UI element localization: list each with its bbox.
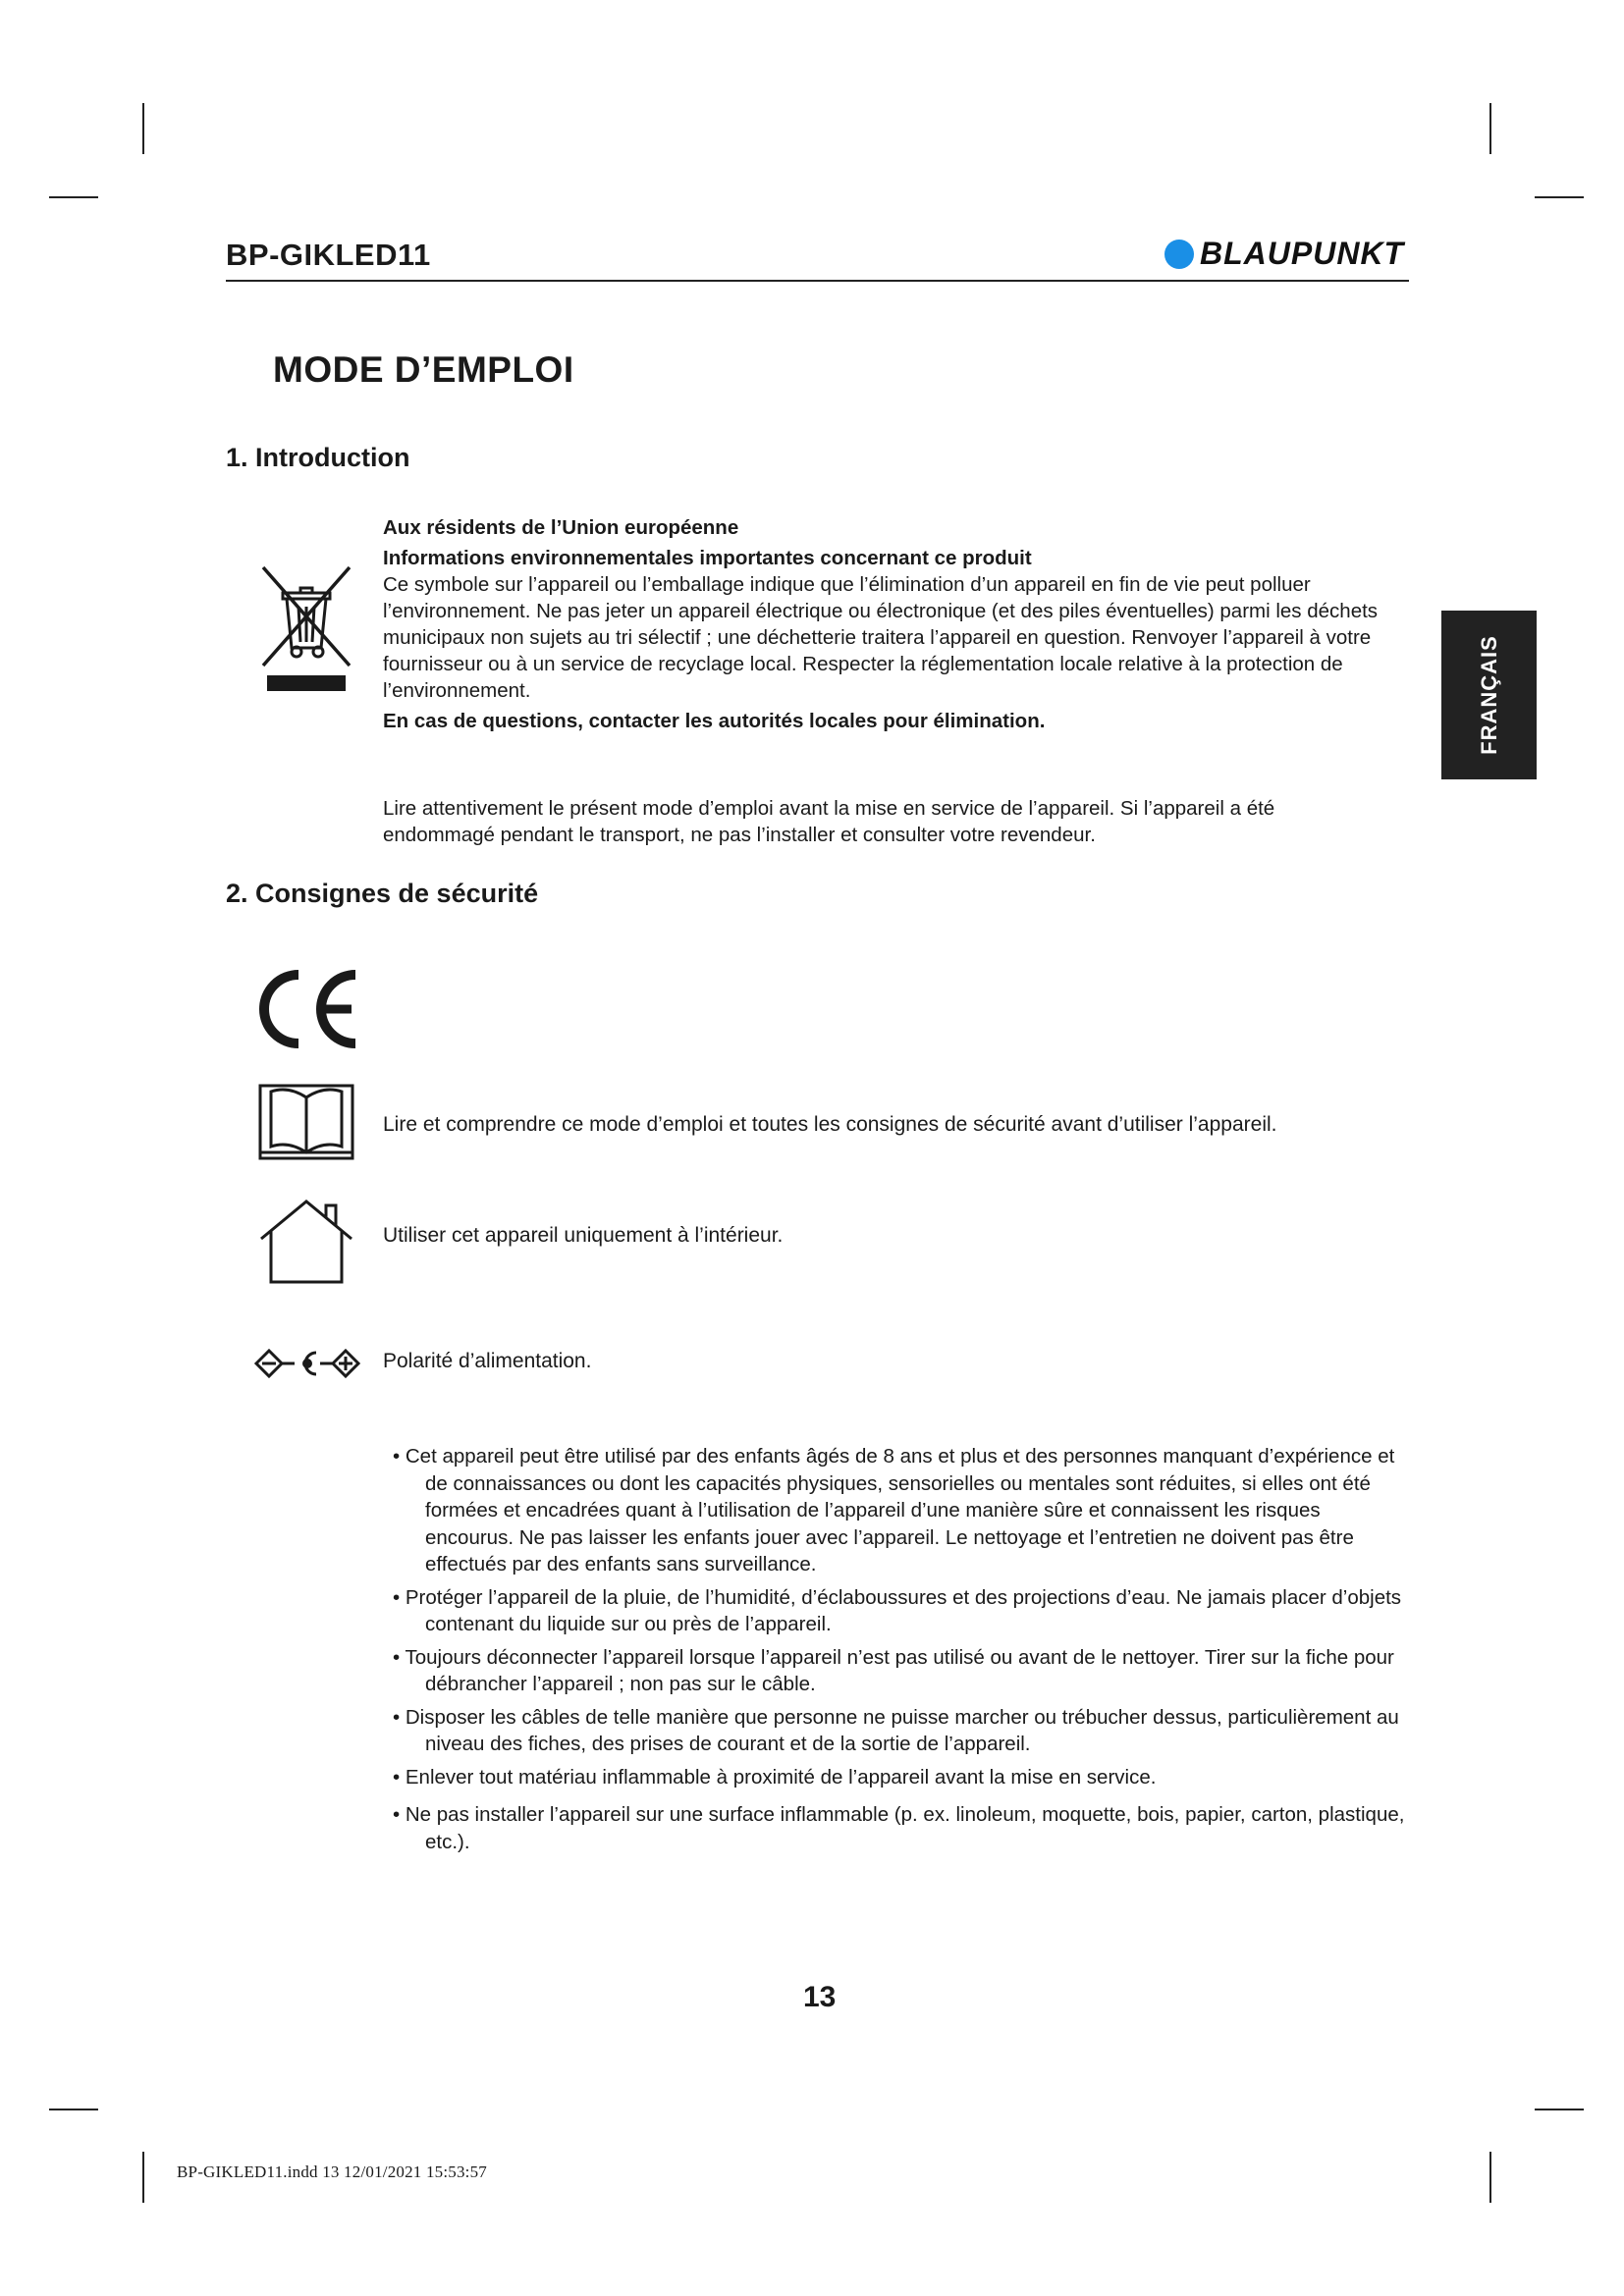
crop-mark (49, 2109, 98, 2110)
safety-bullet-list (393, 1443, 1414, 1861)
ce-mark-icon (253, 967, 361, 1051)
crop-mark (1535, 196, 1584, 198)
language-tab (1441, 611, 1537, 779)
eu-heading-residents: Aux résidents de l’Union européenne (383, 516, 739, 539)
indoor-use-text: Utiliser cet appareil uniquement à l’intérieur. (383, 1224, 784, 1247)
section-heading-safety: 2. Consignes de sécurité (226, 879, 539, 908)
indoor-house-icon (257, 1198, 355, 1286)
section-heading-introduction: 1. Introduction (226, 443, 410, 472)
language-tab-label: FRANÇAIS (1476, 635, 1501, 755)
crop-mark (1489, 103, 1491, 154)
intro-paragraph: Lire attentivement le présent mode d’emploi avant la mise en service de l’appareil. Si l’appareil a été endommagé pendant le transport, ne pas l’installer et consulter votre revendeur. (383, 797, 1275, 846)
eu-contact-text: En cas de questions, contacter les autorités locales pour élimination. (383, 710, 1046, 732)
polarity-text: Polarité d’alimentation. (383, 1350, 592, 1372)
weee-bin-icon (257, 558, 355, 695)
list-item: • Toujours déconnecter l’appareil lorsque l’appareil n’est pas utilisé ou avant de le nettoyer. Tirer sur la fiche pour débrancher l’appareil ; non pas sur le câble. (393, 1645, 1394, 1695)
list-item: • Cet appareil peut être utilisé par des enfants âgés de 8 ans et plus et des personnes manquant d’expérience et de connaissances ou dont les capacités physiques, sensorielles ou mentales sont réduites, si elles ont été formées et encadrées quant à l’utilisation de l’appareil d’une manière sûre et connaissent les risques encourus. Ne pas laisser les enfants jouer avec l’appareil. Le nettoyage et l’entretien ne doivent pas être effectués par des enfants sans surveillance. (393, 1445, 1395, 1575)
brand-logo (1164, 236, 1404, 272)
eu-disposal-block (383, 514, 1414, 734)
header-divider (226, 280, 1409, 282)
eu-heading-environment: Informations environnementales importantes concernant ce produit (383, 547, 1032, 569)
page-title: MODE D’EMPLOI (273, 349, 574, 390)
crop-mark (1535, 2109, 1584, 2110)
list-item: • Enlever tout matériau inflammable à proximité de l’appareil avant la mise en service. (393, 1765, 1157, 1789)
crop-mark (142, 103, 144, 154)
model-number: BP-GIKLED11 (226, 238, 431, 272)
brand-name: BLAUPUNKT (1200, 236, 1405, 271)
crop-mark (49, 196, 98, 198)
page-number: 13 (803, 1981, 837, 2013)
eu-body-text: Ce symbole sur l’appareil ou l’emballage indique que l’élimination d’un appareil en fin de vie peut polluer l’environnement. Ne pas jeter un appareil électrique ou électronique (et des piles éventuelles) parmi les déchets municipaux non sujets au tri sélectif ; une déchetterie traitera l’appareil en question. Renvoyer l’appareil à votre fournisseur ou à un service de recyclage local. Respecter la réglementation locale relative à la protection de l’environnement. (383, 573, 1379, 702)
crop-mark (142, 2152, 144, 2203)
list-item: • Protéger l’appareil de la pluie, de l’humidité, d’éclaboussures et des projections d’eau. Ne jamais placer d’objets contenant du liquide sur ou près de l’appareil. (393, 1585, 1402, 1635)
brand-dot-icon (1164, 240, 1194, 269)
crop-mark (1489, 2152, 1491, 2203)
list-item: • Disposer les câbles de telle manière que personne ne puisse marcher ou trébucher dessus, particulièrement au niveau des fiches, des prises de courant et de la sortie de l’appareil. (393, 1705, 1399, 1755)
list-item: • Ne pas installer l’appareil sur une surface inflammable (p. ex. linoleum, moquette, bois, papier, carton, plastique, etc.). (393, 1803, 1405, 1853)
manual-book-icon (257, 1080, 355, 1162)
print-slug: BP-GIKLED11.indd 13 12/01/2021 15:53:57 (177, 2163, 487, 2181)
manual-instruction-text: Lire et comprendre ce mode d’emploi et toutes les consignes de sécurité avant d’utiliser l’appareil. (383, 1113, 1277, 1136)
polarity-icon (253, 1345, 361, 1382)
